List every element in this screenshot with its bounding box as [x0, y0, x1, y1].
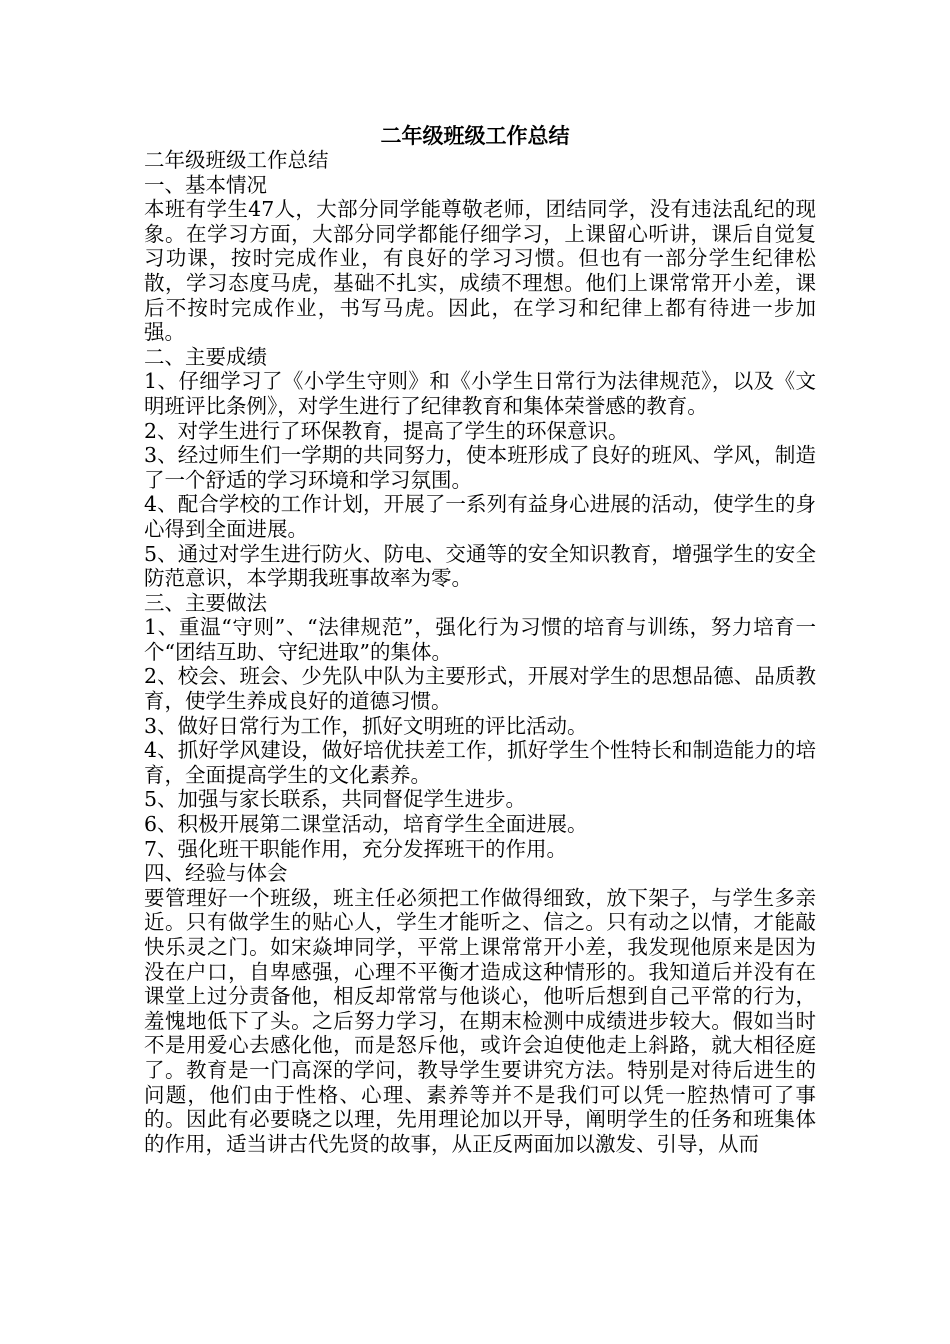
subtitle-line: 二年级班级工作总结	[144, 148, 329, 172]
achievement-item-3: 3、经过师生们一学期的共同努力，使本班形成了良好的班风、学风，制造了一个舒适的学习环境和学习氛围。	[144, 443, 816, 492]
achievement-item-5: 5、通过对学生进行防火、防电、交通等的安全知识教育，增强学生的安全防范意识，本学期我班事故率为零。	[144, 541, 816, 591]
method-item-6: 6、积极开展第二课堂活动，培育学生全面进展。	[144, 812, 588, 837]
section-heading-achievements: 二、主要成绩	[144, 344, 267, 369]
section-heading-methods: 三、主要做法	[144, 590, 267, 615]
method-item-4: 4、抓好学风建设，做好培优扶差工作，抓好学生个性特长和制造能力的培育，全面提高学生的文化素养。	[144, 738, 816, 787]
method-item-3: 3、做好日常行为工作，抓好文明班的评比活动。	[144, 713, 588, 738]
paragraph-experience: 要管理好一个班级，班主任必须把工作做得细致，放下架子，与学生多亲近。只有做学生的贴心人，学生才能听之、信之。只有动之以情，才能敲快乐灵之门。如宋焱坤同学，平常上课常常开小差，我发现他原来是因为没在户口，自卑感强，心理不平衡才造成这种情形的。我知道后并没有在课堂上过分责备他，相反却常常与他谈心，他听后想到自己平常的行为，羞愧地低下了头。之后努力学习，在期末检测中成绩进步较大。假如当时不是用爱心去感化他，而是怒斥他，或许会迫使他走上斜路，就大相径庭了。教育是一门高深的学问，教导学生要讲究方法。特别是对待后进生的问题，他们由于性格、心理、素养等并不是我们可以凭一腔热情可了事的。因此有必要晓之以理，先用理论加以开导，阐明学生的任务和班集体的作用，适当讲古代先贤的故事，从正反两面加以激发、引导，从而	[144, 885, 816, 1156]
section-heading-basic: 一、基本情况	[144, 172, 267, 197]
achievement-item-2: 2、对学生进行了环保教育，提高了学生的环保意识。	[144, 418, 629, 443]
document-body	[144, 148, 816, 1156]
method-item-7: 7、强化班干职能作用，充分发挥班干的作用。	[144, 836, 568, 861]
document-title: 二年级班级工作总结	[380, 123, 570, 148]
achievement-item-4: 4、配合学校的工作计划，开展了一系列有益身心进展的活动，使学生的身心得到全面进展。	[144, 492, 816, 541]
section-heading-experience: 四、经验与体会	[144, 861, 288, 886]
method-item-2: 2、校会、班会、少先队中队为主要形式，开展对学生的思想品德、品质教育，使学生养成良好的道德习惯。	[144, 664, 816, 714]
paragraph-basic-situation: 本班有学生47人，大部分同学能尊敬老师，团结同学，没有违法乱纪的现象。在学习方面，大部分同学都能仔细学习，上课留心听讲，课后自觉复习功课，按时完成作业，有良好的学习习惯。但也有一部分学生纪律松散，学习态度马虎，基础不扎实，成绩不理想。他们上课常常开小差，课后不按时完成作业，书写马虎。因此，在学习和纪律上都有待进一步加强。	[144, 197, 816, 345]
method-item-5: 5、加强与家长联系，共同督促学生进步。	[144, 787, 527, 812]
method-item-1: 1、重温“守则”、“法律规范”，强化行为习惯的培育与训练，努力培育一个“团结互助、守纪进取”的集体。	[144, 615, 816, 664]
achievement-item-1: 1、仔细学习了《小学生守则》和《小学生日常行为法律规范》，以及《文明班评比条例》，对学生进行了纪律教育和集体荣誉感的教育。	[144, 369, 816, 418]
